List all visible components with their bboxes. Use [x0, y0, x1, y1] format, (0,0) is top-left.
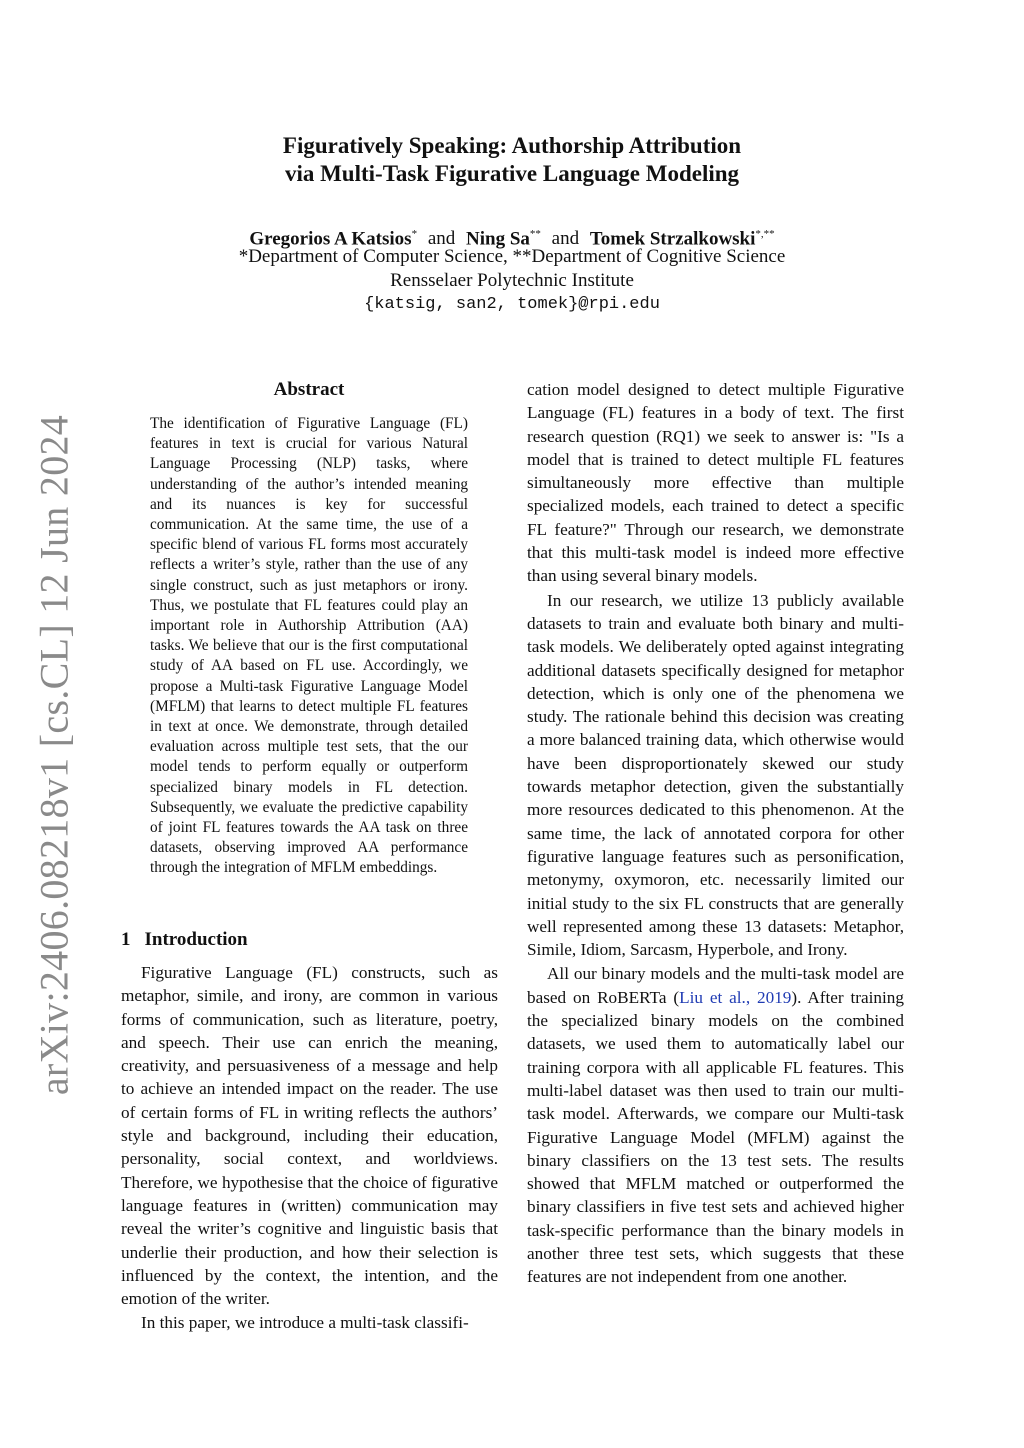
intro-paragraph-2-continued: cation model designed to detect multiple Figurative Language (FL) features in a body of text. The first research question (RQ1) we seek to answer is: "Is a model that is trained to detect multiple FL features simultaneously more effective than multiple specialized models, each trained to detect a specific FL feature?" Through our research, we demonstrate that this multi-task model is indeed more effective than using several binary models.	[527, 380, 904, 586]
author-3: Tomek Strzalkowski	[589, 228, 756, 250]
title-line-2: via Multi-Task Figurative Language Modeling	[284, 161, 740, 186]
section-title: Introduction	[144, 929, 248, 950]
arxiv-identifier-stamp	[28, 414, 80, 1096]
author-2-mark: **	[529, 228, 541, 240]
author-1-mark: *	[411, 228, 418, 240]
section-heading-introduction	[121, 929, 248, 951]
paragraph-4-text-before-citation: All our binary models and the multi-task model are based on RoBERTa (	[527, 964, 904, 1007]
right-column-body	[527, 378, 904, 1289]
intro-paragraph-4	[527, 962, 904, 1288]
intro-paragraph-3: In our research, we utilize 13 publicly available datasets to train and evaluate both binary and multi-task models. We deliberately opted against integrating additional datasets specifically designed for metaphor detection, which is only one of the phenomena we study. The rationale behind this decision was creating a more balanced training data, which otherwise would have been disproportionately skewed our study towards metaphor detection, given the substantially more resources dedicated to this phenomenon. At the same time, the lack of annotated corpora for other figurative language features such as personification, metonymy, oxymoron, etc. necessarily limited our initial study to the six FL constructs that are generally well represented among these 13 datasets: Metaphor, Simile, Idiom, Sarcasm, Hyperbole, and Irony.	[527, 590, 904, 960]
title-line-1: Figuratively Speaking: Authorship Attribution	[282, 133, 742, 158]
author-email: {katsig, san2, tomek}@rpi.edu	[364, 295, 660, 314]
author-institution: Rensselaer Polytechnic Institute	[390, 270, 634, 291]
intro-paragraph-2-start: In this paper, we introduce a multi-task classifi-	[141, 1313, 469, 1333]
author-separator-1: and	[427, 228, 456, 250]
intro-paragraph-1: Figurative Language (FL) constructs, such as metaphor, simile, and irony, are common in various forms of communication, such as literature, poetry, and speech. Their use can enrich the meaning, creativity, and persuasiveness of a message and help to achieve an intended impact on the reader. The use of certain forms of FL in writing reflects the authors’ style and background, including their education, personality, social context, and worldviews. Therefore, we hypothesise that the choice of figurative language features in (written) communication may reveal the writer’s cognitive and linguistic basis that underlie their production, and how their selection is influenced by the context, the intention, and the emotion of the writer.	[121, 963, 498, 1309]
author-3-mark: *,**	[755, 228, 775, 240]
author-1: Gregorios A Katsios	[249, 228, 412, 250]
abstract-text: The identification of Figurative Language (FL) features in text is crucial for various Natural Language Processing (NLP) tasks, where understanding of the author’s intended meaning and its nuances is key for successful communication. At the same time, the use of a specific blend of various FL forms most accurately reflects a writer’s style, rather than the use of any single construct, such as just metaphors or irony. Thus, we postulate that FL features could play an important role in Authorship Attribution (AA) tasks. We believe that our is the first computational study of AA based on FL use. Accordingly, we propose a Multi-task Figurative Language Model (MFLM) that learns to detect multiple FL features in text at once. We demonstrate, through detailed evaluation across multiple test sets, that the our model tends to perform equally or outperform specialized binary models in FL detection. Subsequently, we evaluate the predictive capability of joint FL features towards the AA task on three datasets, observing improved AA performance through the integration of MFLM embeddings.	[150, 415, 468, 877]
abstract-heading: Abstract	[273, 379, 345, 400]
author-2: Ning Sa	[466, 228, 530, 250]
citation-link-liu-2019[interactable]: Liu et al., 2019	[679, 987, 792, 1007]
paper-title	[0, 132, 1024, 188]
paragraph-4-text-after-citation: ). After training the specialized binary models on the combined datasets, we used them to automatically label our training corpora with all applicable FL features. This multi-label dataset was then used to train our multi-task model. Afterwards, we compare our Multi-task Figurative Language Model (MFLM) against the binary classifiers on the 13 test sets. The results showed that MFLM matched or outperformed the binary classifiers in five test sets and achieved higher task-specific performance than the binary models in another three test sets, which suggests that these features are not independent from one another.	[527, 987, 904, 1287]
section-number: 1	[121, 929, 131, 950]
arxiv-identifier-text: arXiv:2406.08218v1 [cs.CL] 12 Jun 2024	[31, 414, 77, 1096]
author-separator-2: and	[551, 228, 580, 250]
author-affiliation: *Department of Computer Science, **Department of Cognitive Science	[238, 246, 786, 267]
left-column-body	[121, 961, 498, 1335]
